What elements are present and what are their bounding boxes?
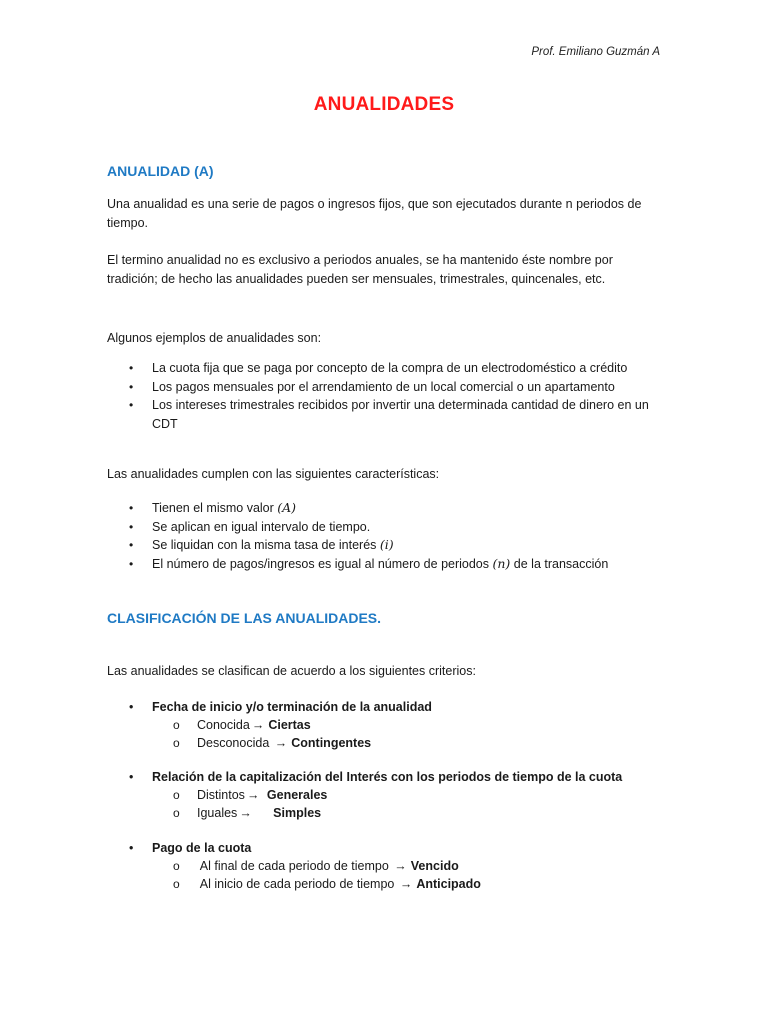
author-header: Prof. Emiliano Guzmán A bbox=[531, 46, 660, 58]
circle-bullet-icon: o bbox=[173, 718, 180, 732]
section-heading-clasificacion: CLASIFICACIÓN DE LAS ANUALIDADES. bbox=[107, 610, 382, 626]
circle-bullet-icon: o bbox=[173, 859, 180, 873]
section-heading-anualidad: ANUALIDAD (A) bbox=[107, 163, 214, 179]
circle-bullet-icon: o bbox=[173, 736, 180, 750]
characteristics-list bbox=[107, 499, 667, 573]
sub-item: o Al final de cada periodo de tiempo → Vencido bbox=[173, 859, 459, 873]
definition-line-1: Una anualidad es una serie de pagos o ingresos fijos, que son ejecutados durante n periodos de bbox=[107, 197, 642, 211]
classification-intro: Las anualidades se clasifican de acuerdo a los siguientes criterios: bbox=[107, 664, 476, 678]
term-line-1: El termino anualidad no es exclusivo a periodos anuales, se ha mantenido éste nombre por bbox=[107, 253, 613, 267]
arrow-right-icon: → bbox=[239, 806, 252, 820]
circle-bullet-icon: o bbox=[173, 877, 180, 891]
bullet-icon: • bbox=[129, 379, 134, 394]
list-item: • La cuota fija que se paga por concepto de la compra de un electrodoméstico a crédito bbox=[107, 359, 667, 378]
bullet-icon: • bbox=[129, 770, 134, 784]
bullet-icon: • bbox=[129, 538, 134, 552]
list-item: • Tienen el mismo valor (A) bbox=[107, 499, 667, 518]
arrow-right-icon: → bbox=[251, 718, 265, 732]
circle-bullet-icon: o bbox=[173, 788, 180, 802]
bullet-icon: • bbox=[129, 519, 134, 534]
bullet-icon: • bbox=[129, 398, 134, 412]
examples-list bbox=[107, 359, 667, 433]
list-item: • Los intereses trimestrales recibidos por invertir una determinada cantidad de dinero en un CDT bbox=[129, 398, 649, 431]
arrow-right-icon: → bbox=[274, 736, 288, 750]
circle-bullet-icon: o bbox=[173, 806, 180, 820]
sub-item: o Conocida → Ciertas bbox=[173, 718, 311, 732]
term-line-2: tradición; de hecho las anualidades pueden ser mensuales, trimestrales, quincenales, etc. bbox=[107, 272, 606, 286]
criterion-capitalizacion bbox=[107, 768, 687, 822]
list-item: • Los pagos mensuales por el arrendamiento de un local comercial o un apartamento bbox=[107, 378, 667, 397]
criterion-title: • Relación de la capitalización del Interés con los periodos de tiempo de la cuota bbox=[129, 770, 623, 784]
list-item: • Se aplican en igual intervalo de tiempo. bbox=[107, 518, 667, 537]
definition-line-2: tiempo. bbox=[107, 216, 148, 230]
arrow-right-icon: → bbox=[394, 859, 407, 873]
sub-item: o Desconocida → Contingentes bbox=[173, 736, 372, 750]
definition-paragraph bbox=[107, 195, 667, 233]
bullet-icon: • bbox=[129, 361, 134, 375]
sub-item: o Distintos → Generales bbox=[173, 788, 328, 802]
examples-intro: Algunos ejemplos de anualidades son: bbox=[107, 331, 322, 345]
bullet-icon: • bbox=[129, 501, 134, 515]
sub-item: o Iguales → Simples bbox=[173, 806, 322, 820]
characteristics-intro: Las anualidades cumplen con las siguientes características: bbox=[107, 467, 440, 481]
bullet-icon: • bbox=[129, 556, 134, 571]
bullet-icon: • bbox=[129, 700, 134, 714]
arrow-right-icon: → bbox=[399, 877, 413, 891]
term-paragraph bbox=[107, 251, 667, 289]
criterion-fecha bbox=[107, 698, 687, 752]
sub-item: o Al inicio de cada periodo de tiempo → Anticipado bbox=[173, 877, 481, 891]
criterion-title: • Fecha de inicio y/o terminación de la anualidad bbox=[129, 700, 432, 714]
criterion-title: • Pago de la cuota bbox=[129, 841, 252, 855]
list-item: • Se liquidan con la misma tasa de interés (i) bbox=[107, 536, 667, 555]
criterion-pago bbox=[107, 839, 687, 893]
page-title: ANUALIDADES bbox=[313, 94, 455, 115]
list-item: • El número de pagos/ingresos es igual al número de periodos (n) de la transacción bbox=[107, 555, 667, 574]
bullet-icon: • bbox=[129, 841, 134, 855]
arrow-right-icon: → bbox=[246, 788, 260, 802]
